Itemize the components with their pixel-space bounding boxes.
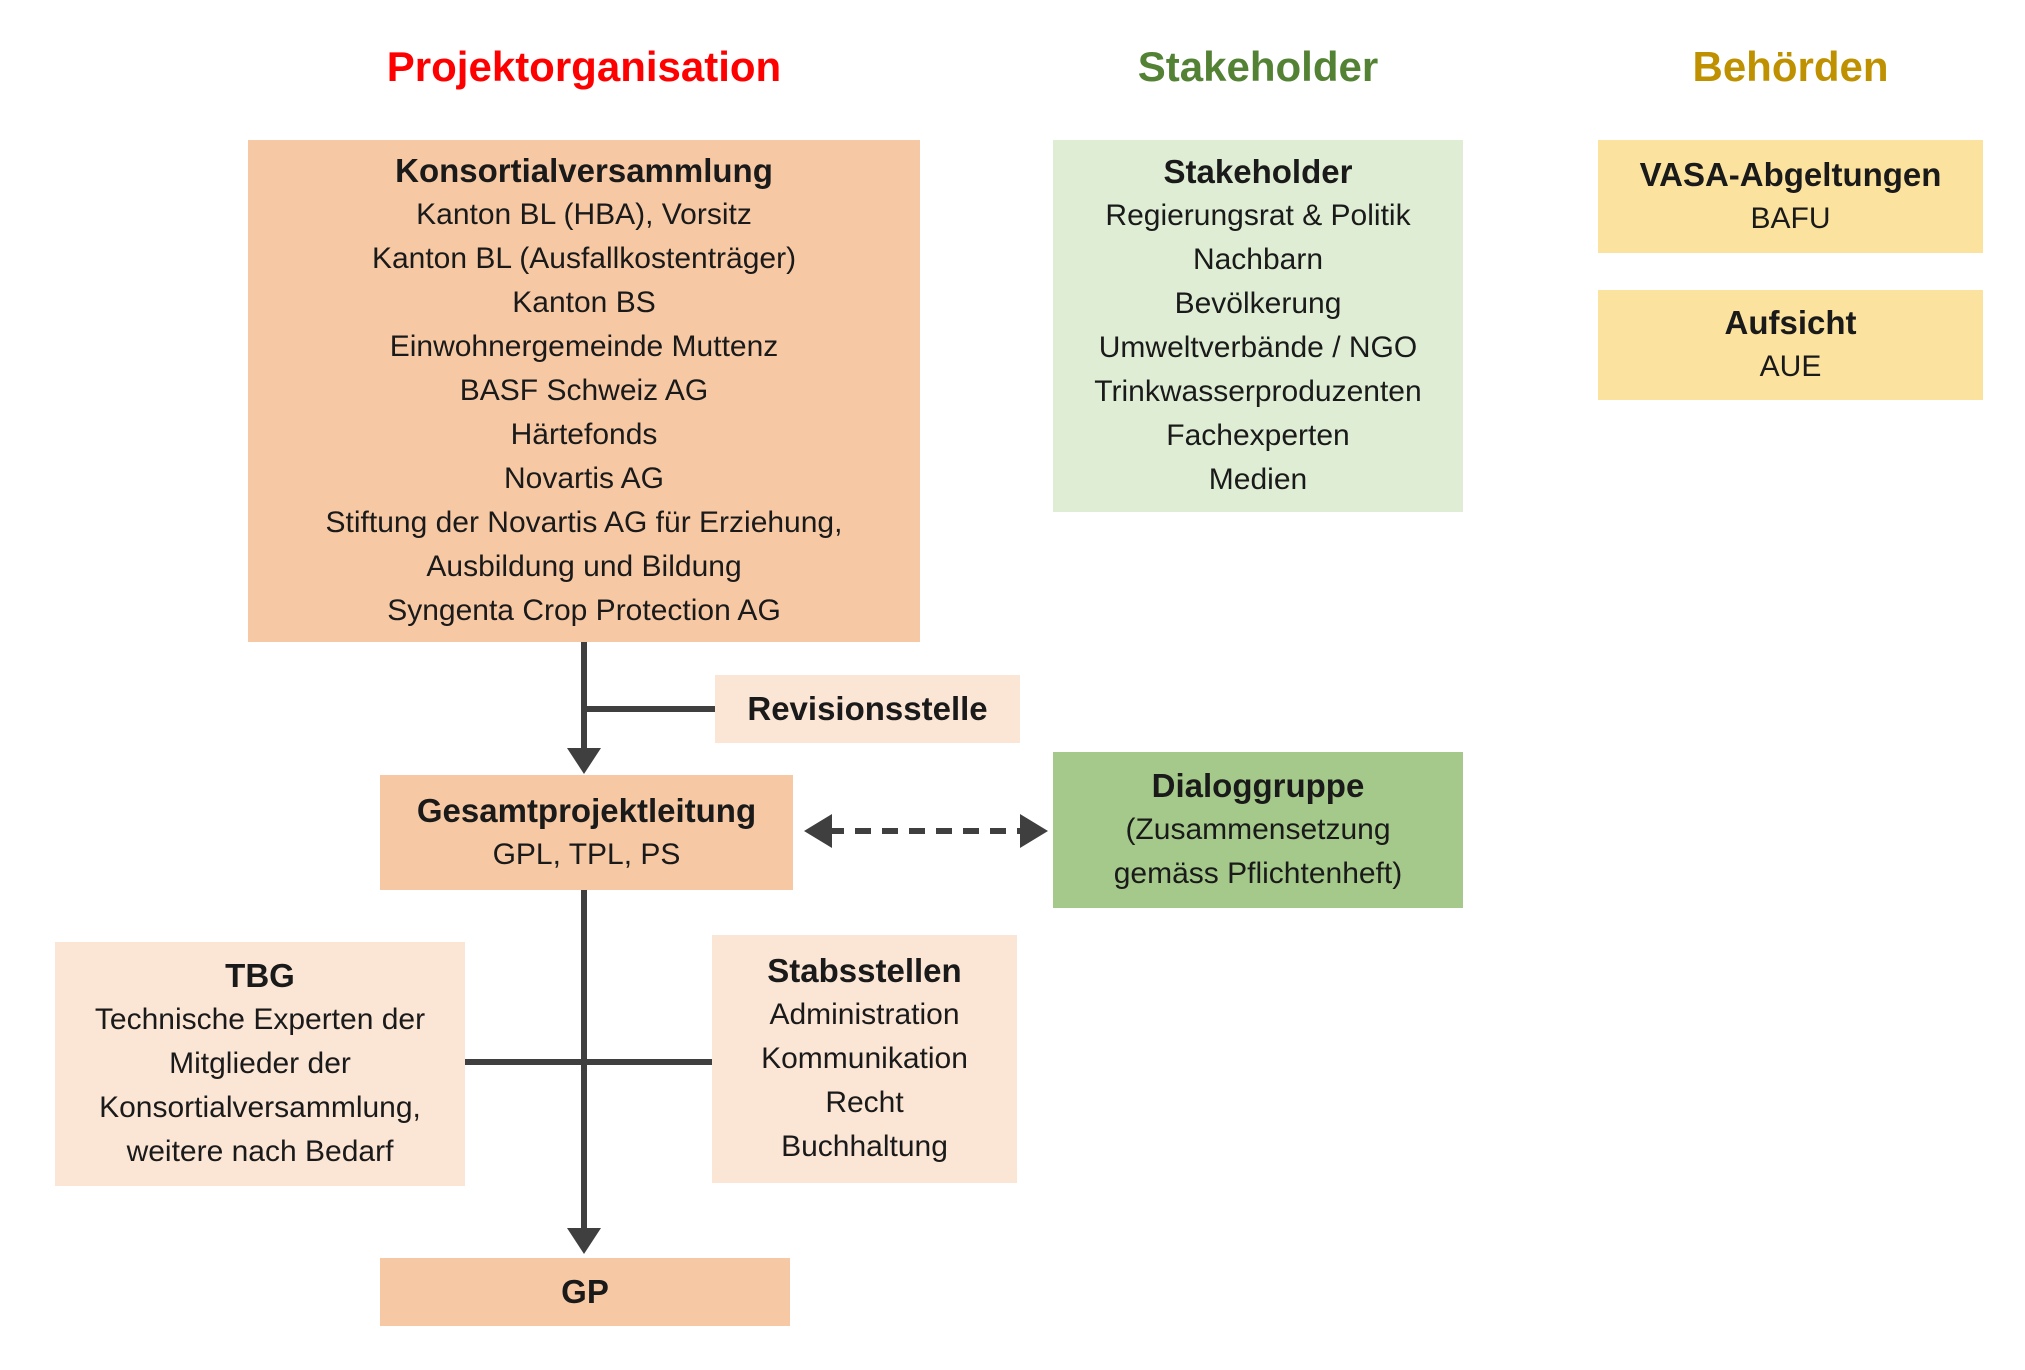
node-title: Revisionsstelle <box>747 690 988 727</box>
node-konsortialversammlung <box>248 140 920 642</box>
arrowhead-down-gpl <box>567 748 601 774</box>
stakeholder-line: Bevölkerung <box>1174 287 1342 320</box>
stakeholder-line: Nachbarn <box>1192 243 1324 276</box>
node-gesamtprojektleitung <box>380 775 793 890</box>
node-stakeholder <box>1053 140 1463 512</box>
node-stabsstellen <box>712 935 1017 1183</box>
stakeholder-line: Umweltverbände / NGO <box>1098 331 1418 364</box>
node-subtitle: AUE <box>1759 350 1822 383</box>
member-line: Ausbildung und Bildung <box>426 550 742 583</box>
node-revisionsstelle <box>715 675 1020 743</box>
column-header-projektorganisation: Projektorganisation <box>386 43 782 90</box>
node-title: Konsortialversammlung <box>395 152 773 189</box>
node-subtitle: (Zusammensetzung <box>1125 813 1391 846</box>
member-line: Kanton BS <box>512 286 656 319</box>
node-aufsicht <box>1598 290 1983 400</box>
tbg-line: Konsortialversammlung, <box>99 1091 421 1124</box>
node-gp <box>380 1258 790 1326</box>
member-line: Härtefonds <box>510 418 658 451</box>
member-line: Kanton BL (Ausfallkostenträger) <box>371 242 797 275</box>
node-vasa-abgeltungen <box>1598 140 1983 253</box>
node-title: TBG <box>225 957 295 994</box>
arrowhead-down-gp <box>567 1228 601 1254</box>
stabsstellen-line: Kommunikation <box>761 1042 968 1075</box>
stakeholder-line: Medien <box>1208 463 1308 496</box>
stakeholder-line: Fachexperten <box>1166 419 1350 452</box>
column-header-stakeholder: Stakeholder <box>1137 43 1379 90</box>
member-line: Einwohnergemeinde Muttenz <box>389 330 779 363</box>
stabsstellen-line: Recht <box>825 1086 904 1119</box>
node-subtitle: gemäss Pflichtenheft) <box>1113 857 1403 890</box>
member-line: Novartis AG <box>503 462 665 495</box>
member-line: BASF Schweiz AG <box>459 374 709 407</box>
node-title: GP <box>561 1273 609 1310</box>
node-dialoggruppe <box>1053 752 1463 908</box>
arrowhead-right-dialoggruppe <box>1020 814 1048 848</box>
stakeholder-line: Trinkwasserproduzenten <box>1094 375 1422 408</box>
node-subtitle: BAFU <box>1750 201 1831 235</box>
node-title: Stabsstellen <box>767 952 962 989</box>
tbg-line: Mitglieder der <box>169 1047 351 1080</box>
arrowhead-left-gpl <box>804 814 832 848</box>
node-title: Aufsicht <box>1724 304 1857 341</box>
node-subtitle: GPL, TPL, PS <box>492 837 681 871</box>
node-title: Dialoggruppe <box>1151 767 1365 804</box>
tbg-line: weitere nach Bedarf <box>126 1135 394 1168</box>
node-title: Stakeholder <box>1163 153 1353 190</box>
node-title: Gesamtprojektleitung <box>416 791 757 829</box>
member-line: Stiftung der Novartis AG für Erziehung, <box>325 506 843 539</box>
member-line: Kanton BL (HBA), Vorsitz <box>416 198 752 231</box>
tbg-line: Technische Experten der <box>94 1003 426 1036</box>
member-line: Syngenta Crop Protection AG <box>387 594 781 627</box>
node-tbg <box>55 942 465 1186</box>
node-title: VASA-Abgeltungen <box>1639 155 1942 193</box>
stabsstellen-line: Buchhaltung <box>781 1130 948 1163</box>
column-header-behoerden: Behörden <box>1692 43 1889 90</box>
stakeholder-line: Regierungsrat & Politik <box>1105 199 1411 232</box>
stabsstellen-line: Administration <box>769 998 960 1031</box>
